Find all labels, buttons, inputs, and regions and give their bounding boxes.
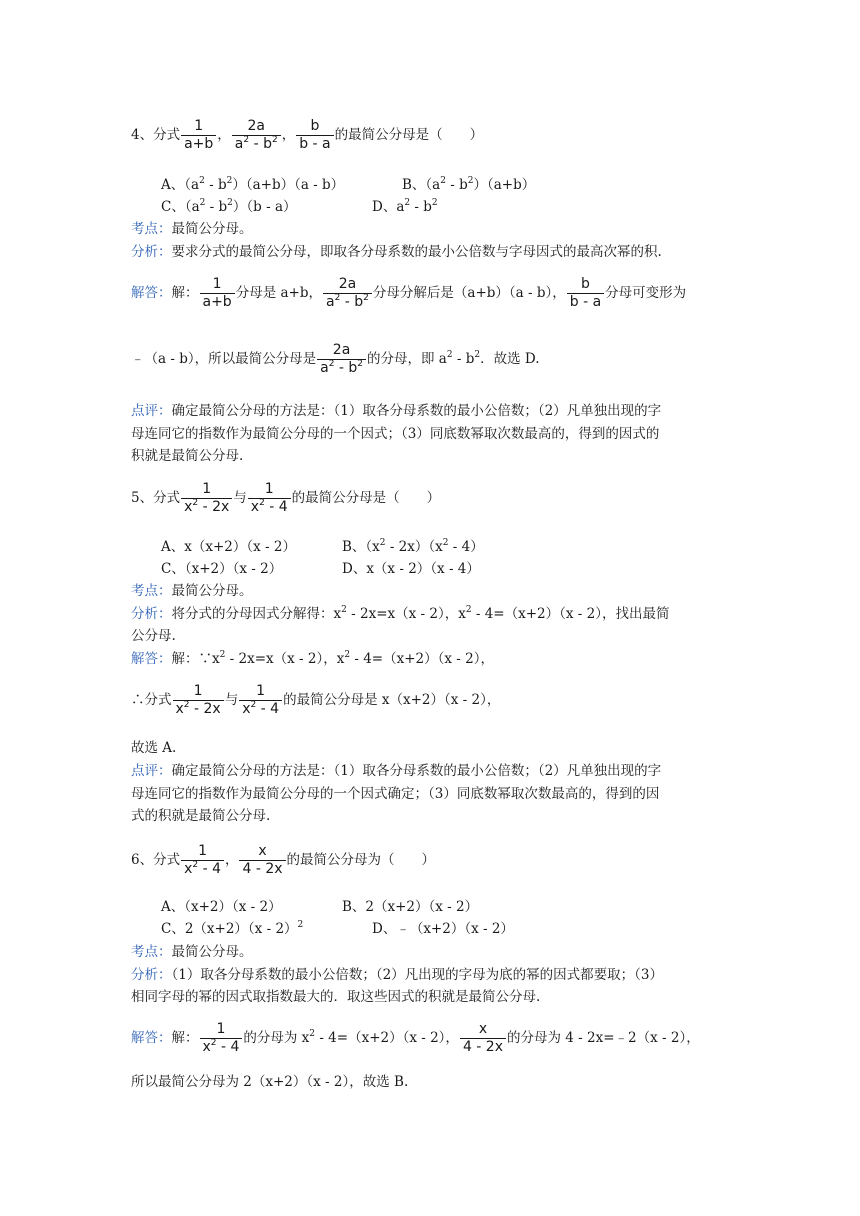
q4-dianping-line2: 母连同它的指数作为最简公分母的一个因式；（3）同底数幂取次数最高的，得到的因式的 (131, 426, 660, 442)
q4-option-c: C、$(a^2 - b^2)(b - a)$ (161, 198, 297, 215)
q6-option-a: A、（x+2）（x - 2） (161, 899, 282, 915)
q6-fenxi-line2: 相同字母的幂的因式取指数最大的．取这些因式的积就是最简公分母. (131, 989, 541, 1005)
q5-dianping-line2: 母连同它的指数作为最简公分母的一个因式确定；（3）同底数幂取次数最高的，得到的因 (131, 786, 660, 802)
q5-kaodian: 考点：最简公分母。 (131, 583, 253, 599)
q5-fenxi-line1: 分析：将分式的分母因式分解得：$x^2 - 2x=x(x - 2)$，$x^2 - 4=(x+2)(x - 2)$，找出最简 (131, 605, 670, 622)
q5-option-d: D、x（x - 2）（x - 4） (342, 561, 480, 577)
q6-option-b: B、2（x+2）（x - 2） (342, 899, 479, 915)
q5-stem: 5、分式 $\frac{1}{x^2 - 2x}$ 与 $\frac{1}{x^2 - 4}$ 的最简公分母是（ ） (131, 481, 441, 515)
q4-fraction-1: $\frac{1}{a+b}$ (181, 118, 216, 153)
q5-jieda-line3: 故选 A. (131, 740, 177, 756)
q5-fenxi-line2: 公分母. (131, 628, 176, 644)
q4-jieda-line1: 解答：解： $\frac{1}{a+b}$ 分母是 a+b， $\frac{2a}{a^2 - b^2}$ 分母分解后是（a+b）（a - b）， $\frac{b}{b - a}$ 分母可变形为 (131, 276, 687, 310)
q4-option-a: A、$(a^2 - b^2)(a+b)(a - b)$ (161, 176, 345, 193)
q6-kaodian: 考点：最简公分母。 (131, 944, 253, 960)
q4-jieda-line2: ﹣（a - b），所以最简公分母是 $\frac{2a}{a^2 - b^2}$ 的分母，即 $a^2 - b^2$．故选 D. (131, 342, 540, 376)
q6-jieda-line1: 解答：解： $\frac{1}{x^2 - 4}$ 的分母为 $x^2 - 4=(x+2)(x - 2)$， $\frac{x}{4 - 2x}$ 的分母为 4 - 2x=﹣2（x - 2）， (131, 1021, 700, 1055)
q6-option-c: C、2（x+2）（x - 2）$^2$ (161, 920, 304, 937)
q4-fenxi: 分析：要求分式的最简公分母，即取各分母系数的最小公倍数与字母因式的最高次幂的积. (131, 244, 662, 260)
q4-option-d: D、$a^2 - b^2$ (372, 198, 438, 215)
q5-option-c: C、（x+2）（x - 2） (161, 561, 283, 577)
q5-option-b: B、$(x^2 - 2x)(x^2 - 4)$ (342, 538, 484, 555)
q5-dianping-line1: 点评：确定最简公分母的方法是：（1）取各分母系数的最小公倍数；（2）凡单独出现的字 (131, 763, 662, 779)
q4-fraction-3: $\frac{b}{b - a}$ (296, 118, 333, 153)
q6-stem: 6、分式 $\frac{1}{x^2 - 4}$ ， $\frac{x}{4 - 2x}$ 的最简公分母为（ ） (131, 843, 436, 877)
q4-dianping-line1: 点评：确定最简公分母的方法是：（1）取各分母系数的最小公倍数；（2）凡单独出现的字 (131, 403, 662, 419)
q4-fraction-2: $\frac{2a}{a^2 - b^2}$ (232, 118, 281, 153)
q5-dianping-line3: 式的积就是最简公分母. (131, 808, 271, 824)
q5-jieda-line1: 解答：解：$\because x^2 - 2x=x(x - 2)$，$x^2 - 4=(x+2)(x - 2)$， (131, 650, 494, 667)
q6-jieda-line2: 所以最简公分母为 2（x+2）（x - 2），故选 B. (131, 1074, 409, 1090)
q5-jieda-line2: ∴分式 $\frac{1}{x^2 - 2x}$ 与 $\frac{1}{x^2 - 4}$ 的最简公分母是 x（x+2）（x - 2）， (131, 683, 501, 717)
q4-dianping-line3: 积就是最简公分母. (131, 448, 244, 464)
q4-stem: 4、分式 $\frac{1}{a+b}$ ， $\frac{2a}{a^2 - b^2}$ ， $\frac{b}{b - a}$ 的最简公分母是（ ） (131, 118, 484, 152)
q6-fenxi-line1: 分析：（1）取各分母系数的最小公倍数；（2）凡出现的字母为底的幂的因式都要取；（3） (131, 967, 664, 983)
q6-option-d: D、﹣（x+2）（x - 2） (372, 921, 514, 937)
q5-option-a: A、x（x+2）（x - 2） (161, 539, 296, 555)
q4-option-b: B、$(a^2 - b^2)(a+b)$ (402, 176, 536, 193)
q4-kaodian: 考点：最简公分母。 (131, 221, 253, 237)
